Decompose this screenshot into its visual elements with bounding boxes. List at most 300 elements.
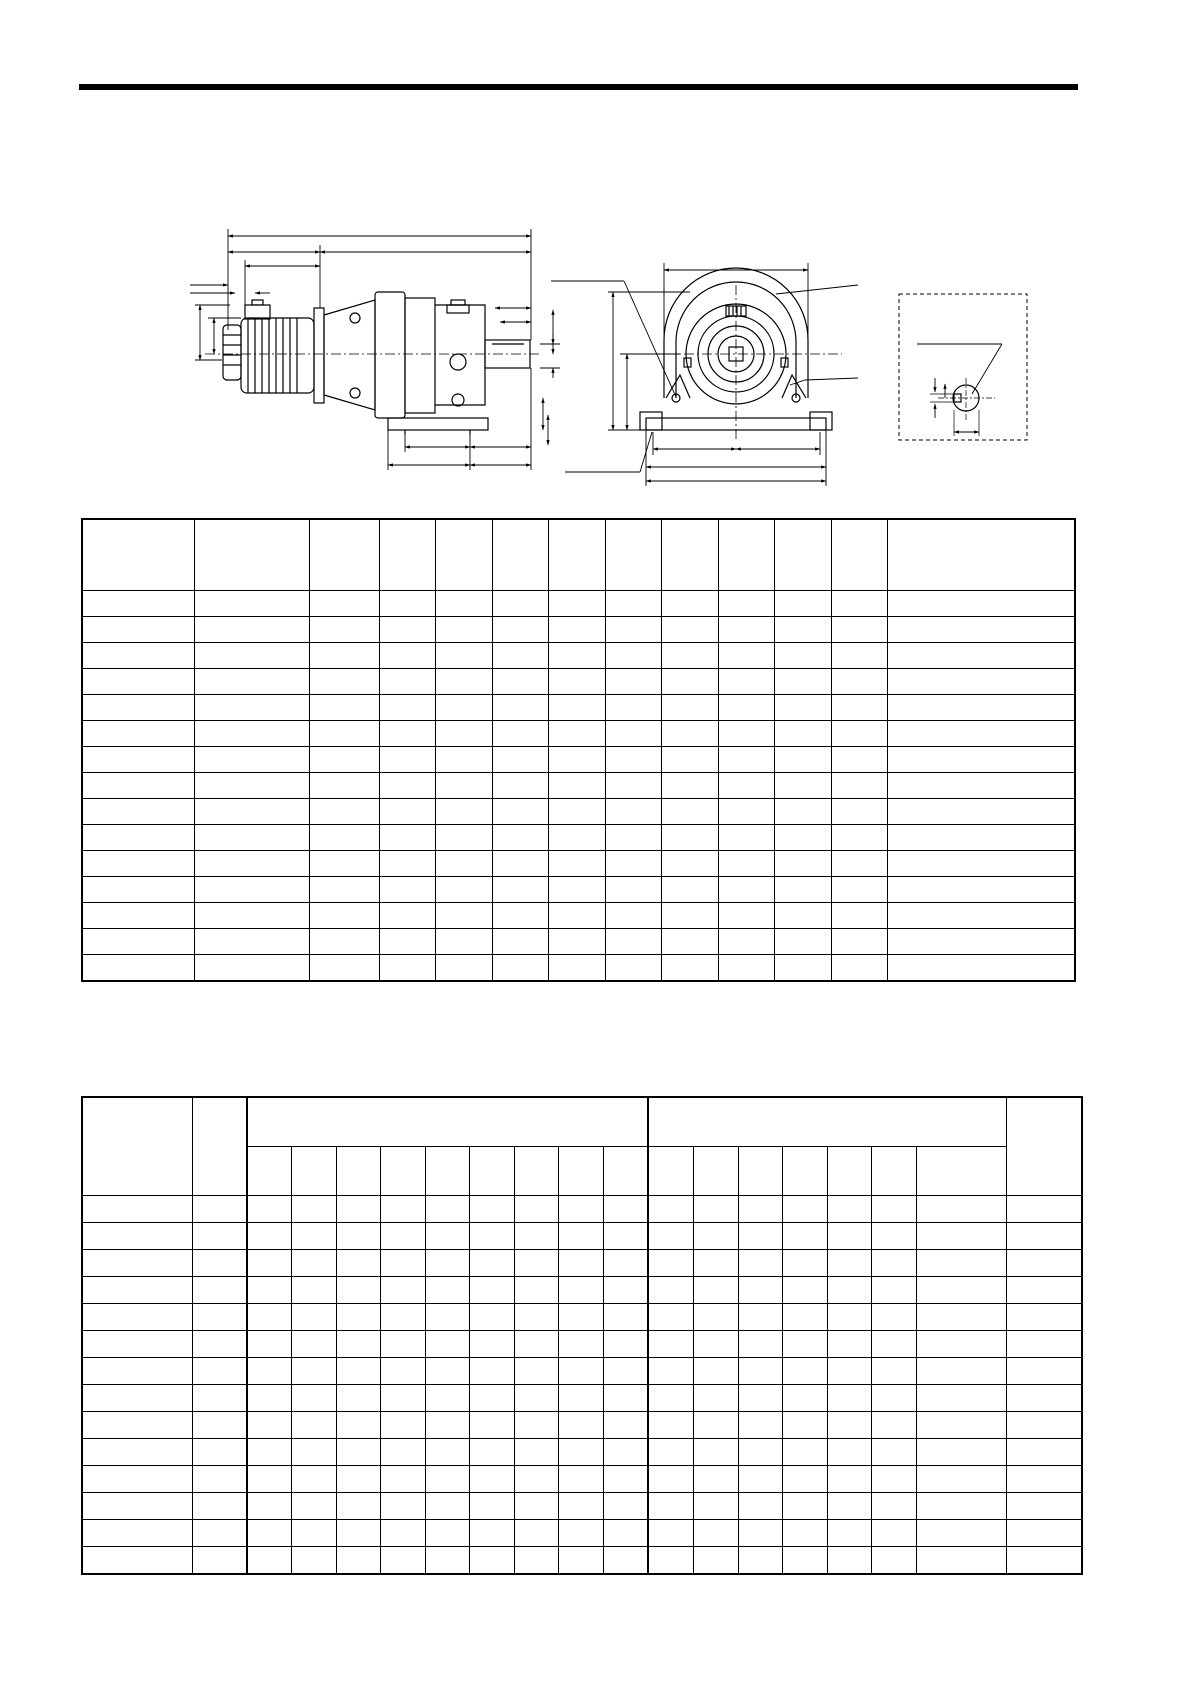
table-cell xyxy=(247,1466,291,1493)
table-cell xyxy=(827,1250,871,1277)
table-cell xyxy=(604,1304,648,1331)
table-cell xyxy=(1007,1358,1082,1385)
table-cell xyxy=(291,1277,336,1304)
table-cell xyxy=(82,643,194,669)
table-cell xyxy=(435,617,492,643)
table-cell xyxy=(774,799,831,825)
table-cell xyxy=(291,1304,336,1331)
table-cell xyxy=(1007,1520,1082,1547)
table-cell xyxy=(192,1439,247,1466)
table-cell xyxy=(426,1358,470,1385)
table-cell xyxy=(82,955,194,982)
table-cell xyxy=(693,1439,738,1466)
table-cell xyxy=(548,617,605,643)
table-cell xyxy=(831,903,887,929)
table-cell xyxy=(309,721,379,747)
table-cell xyxy=(379,877,435,903)
table-cell xyxy=(917,1412,1007,1439)
table-row xyxy=(82,1223,1082,1250)
table-cell xyxy=(693,1277,738,1304)
table-cell xyxy=(831,851,887,877)
table-cell xyxy=(194,825,309,851)
table-cell xyxy=(887,825,1075,851)
table-cell xyxy=(192,1277,247,1304)
table-cell xyxy=(379,747,435,773)
table-cell xyxy=(648,1493,693,1520)
table-cell xyxy=(774,929,831,955)
table-cell xyxy=(693,1385,738,1412)
table-cell xyxy=(605,721,661,747)
header-cell xyxy=(82,1097,192,1196)
table-cell xyxy=(605,669,661,695)
table-cell xyxy=(887,669,1075,695)
dimension-drawings xyxy=(0,0,1190,500)
table-cell xyxy=(336,1331,380,1358)
table-cell xyxy=(827,1520,871,1547)
table-cell xyxy=(648,1547,693,1575)
table-cell xyxy=(381,1223,426,1250)
header-cell xyxy=(192,1097,247,1196)
table-cell xyxy=(871,1493,916,1520)
table-cell xyxy=(515,1439,559,1466)
table-cell xyxy=(515,1304,559,1331)
table-cell xyxy=(426,1250,470,1277)
table-cell xyxy=(82,1358,192,1385)
table-cell xyxy=(693,1331,738,1358)
table-cell xyxy=(738,1277,782,1304)
table-cell xyxy=(718,643,774,669)
table-cell xyxy=(827,1547,871,1575)
table-cell xyxy=(648,1304,693,1331)
table-cell xyxy=(738,1466,782,1493)
table-cell xyxy=(827,1223,871,1250)
table-cell xyxy=(693,1493,738,1520)
table-cell xyxy=(194,695,309,721)
table-cell xyxy=(661,799,718,825)
table-cell xyxy=(648,1466,693,1493)
table-cell xyxy=(82,617,194,643)
table-cell xyxy=(917,1358,1007,1385)
table-cell xyxy=(192,1412,247,1439)
table-cell xyxy=(379,591,435,617)
table-cell xyxy=(336,1493,380,1520)
table-cell xyxy=(887,955,1075,982)
table-row xyxy=(82,799,1075,825)
table-cell xyxy=(470,1331,515,1358)
table-cell xyxy=(548,747,605,773)
header-cell xyxy=(605,519,661,591)
table-cell xyxy=(470,1196,515,1223)
table-cell xyxy=(1007,1385,1082,1412)
table-cell xyxy=(336,1520,380,1547)
table-cell xyxy=(605,591,661,617)
header-cell xyxy=(887,519,1075,591)
table-cell xyxy=(470,1385,515,1412)
table-cell xyxy=(661,903,718,929)
table-cell xyxy=(871,1385,916,1412)
table-cell xyxy=(782,1250,827,1277)
table-cell xyxy=(917,1223,1007,1250)
table-cell xyxy=(827,1439,871,1466)
table-cell xyxy=(718,669,774,695)
table-cell xyxy=(887,851,1075,877)
table-cell xyxy=(379,799,435,825)
table-row xyxy=(82,825,1075,851)
table-cell xyxy=(648,1439,693,1466)
table-cell xyxy=(693,1196,738,1223)
table-cell xyxy=(309,851,379,877)
table-row xyxy=(82,695,1075,721)
table-cell xyxy=(774,721,831,747)
table-cell xyxy=(559,1277,604,1304)
table-cell xyxy=(336,1358,380,1385)
table-cell xyxy=(381,1277,426,1304)
table-cell xyxy=(648,1412,693,1439)
table-cell xyxy=(291,1358,336,1385)
table-cell xyxy=(871,1223,916,1250)
table-cell xyxy=(192,1250,247,1277)
header-cell xyxy=(831,519,887,591)
table-cell xyxy=(381,1196,426,1223)
table-cell xyxy=(774,955,831,982)
table-cell xyxy=(291,1439,336,1466)
table-cell xyxy=(738,1331,782,1358)
table-cell xyxy=(887,799,1075,825)
table-cell xyxy=(515,1250,559,1277)
table-cell xyxy=(194,721,309,747)
table-cell xyxy=(309,617,379,643)
table-cell xyxy=(435,643,492,669)
table-cell xyxy=(435,903,492,929)
table-cell xyxy=(661,643,718,669)
table-cell xyxy=(492,721,548,747)
table-cell xyxy=(192,1466,247,1493)
table-cell xyxy=(492,591,548,617)
table-row xyxy=(82,643,1075,669)
table-cell xyxy=(718,747,774,773)
table-cell xyxy=(648,1196,693,1223)
table-cell xyxy=(82,1196,192,1223)
table-cell xyxy=(559,1223,604,1250)
table-cell xyxy=(661,773,718,799)
table-cell xyxy=(194,747,309,773)
table-cell xyxy=(887,877,1075,903)
table-cell xyxy=(887,929,1075,955)
shaft-keyway-detail xyxy=(899,294,1027,440)
table-cell xyxy=(381,1547,426,1575)
table-cell xyxy=(605,877,661,903)
table-cell xyxy=(379,669,435,695)
table-cell xyxy=(917,1493,1007,1520)
table-cell xyxy=(548,669,605,695)
table-cell xyxy=(738,1358,782,1385)
table-cell xyxy=(738,1385,782,1412)
header-cell xyxy=(871,1147,916,1196)
table-cell xyxy=(718,955,774,982)
table-cell xyxy=(831,877,887,903)
table-cell xyxy=(336,1385,380,1412)
header-cell xyxy=(693,1147,738,1196)
table-cell xyxy=(605,851,661,877)
header-group-cell xyxy=(648,1097,1007,1147)
table-cell xyxy=(1007,1493,1082,1520)
table-cell xyxy=(831,747,887,773)
table-cell xyxy=(379,825,435,851)
table-cell xyxy=(435,877,492,903)
table-cell xyxy=(661,721,718,747)
table-cell xyxy=(693,1547,738,1575)
table-cell xyxy=(492,617,548,643)
header-cell xyxy=(548,519,605,591)
table-cell xyxy=(247,1385,291,1412)
table-cell xyxy=(1007,1547,1082,1575)
table-cell xyxy=(871,1358,916,1385)
table-cell xyxy=(1007,1466,1082,1493)
table-cell xyxy=(831,669,887,695)
table-cell xyxy=(1007,1304,1082,1331)
table-header-row-1 xyxy=(82,1097,1082,1147)
table-cell xyxy=(470,1223,515,1250)
table-cell xyxy=(309,669,379,695)
table-cell xyxy=(381,1331,426,1358)
table-cell xyxy=(738,1250,782,1277)
table-row xyxy=(82,1385,1082,1412)
table-cell xyxy=(827,1466,871,1493)
table-cell xyxy=(515,1223,559,1250)
table-cell xyxy=(559,1304,604,1331)
table-cell xyxy=(291,1223,336,1250)
table-cell xyxy=(604,1223,648,1250)
table-cell xyxy=(515,1520,559,1547)
table-cell xyxy=(774,903,831,929)
table-cell xyxy=(738,1520,782,1547)
table-cell xyxy=(871,1439,916,1466)
table-cell xyxy=(470,1304,515,1331)
dimension-table-2 xyxy=(81,1096,1083,1575)
table-cell xyxy=(435,929,492,955)
header-cell xyxy=(426,1147,470,1196)
table-cell xyxy=(871,1466,916,1493)
table-cell xyxy=(309,695,379,721)
table-row xyxy=(82,591,1075,617)
table-cell xyxy=(291,1385,336,1412)
table-cell xyxy=(917,1547,1007,1575)
table-cell xyxy=(192,1520,247,1547)
table-cell xyxy=(247,1439,291,1466)
table-cell xyxy=(515,1358,559,1385)
table-cell xyxy=(309,591,379,617)
table-cell xyxy=(426,1277,470,1304)
table-cell xyxy=(381,1439,426,1466)
table-cell xyxy=(693,1250,738,1277)
header-cell xyxy=(559,1147,604,1196)
table-cell xyxy=(515,1277,559,1304)
table-cell xyxy=(426,1223,470,1250)
table-cell xyxy=(605,695,661,721)
table-cell xyxy=(492,643,548,669)
table-cell xyxy=(661,669,718,695)
table-cell xyxy=(827,1331,871,1358)
table-cell xyxy=(831,617,887,643)
table-cell xyxy=(604,1277,648,1304)
table-cell xyxy=(82,773,194,799)
table-cell xyxy=(426,1466,470,1493)
table-cell xyxy=(774,825,831,851)
table-cell xyxy=(559,1547,604,1575)
table-cell xyxy=(782,1466,827,1493)
table-cell xyxy=(887,903,1075,929)
table-cell xyxy=(661,851,718,877)
table-cell xyxy=(82,929,194,955)
table-cell xyxy=(648,1385,693,1412)
table-cell xyxy=(605,773,661,799)
table-cell xyxy=(381,1304,426,1331)
table-cell xyxy=(82,1250,192,1277)
header-cell xyxy=(247,1147,291,1196)
table-cell xyxy=(435,825,492,851)
table-cell xyxy=(831,695,887,721)
table-row xyxy=(82,669,1075,695)
table-cell xyxy=(194,877,309,903)
table-cell xyxy=(548,721,605,747)
table-cell xyxy=(718,799,774,825)
table-cell xyxy=(548,591,605,617)
table-cell xyxy=(559,1358,604,1385)
table-cell xyxy=(515,1385,559,1412)
table-cell xyxy=(291,1196,336,1223)
table-cell xyxy=(917,1196,1007,1223)
table-cell xyxy=(887,747,1075,773)
table-row xyxy=(82,903,1075,929)
table-cell xyxy=(548,851,605,877)
table-cell xyxy=(470,1250,515,1277)
table-cell xyxy=(648,1520,693,1547)
table-cell xyxy=(435,955,492,982)
table-cell xyxy=(718,877,774,903)
table-cell xyxy=(309,799,379,825)
header-cell xyxy=(515,1147,559,1196)
table-cell xyxy=(871,1520,916,1547)
table-cell xyxy=(82,1493,192,1520)
table-cell xyxy=(871,1250,916,1277)
table-cell xyxy=(381,1358,426,1385)
table-cell xyxy=(336,1250,380,1277)
table-cell xyxy=(379,851,435,877)
table-cell xyxy=(774,851,831,877)
table-cell xyxy=(782,1277,827,1304)
table-cell xyxy=(82,1412,192,1439)
table-cell xyxy=(336,1547,380,1575)
table-cell xyxy=(559,1466,604,1493)
table-cell xyxy=(194,591,309,617)
table-cell xyxy=(827,1277,871,1304)
table-cell xyxy=(718,617,774,643)
table-cell xyxy=(831,825,887,851)
table-row xyxy=(82,1358,1082,1385)
table-row xyxy=(82,955,1075,982)
table-cell xyxy=(718,695,774,721)
table-cell xyxy=(782,1223,827,1250)
table-cell xyxy=(309,643,379,669)
table-cell xyxy=(379,643,435,669)
table-cell xyxy=(605,825,661,851)
header-cell xyxy=(492,519,548,591)
table-cell xyxy=(82,695,194,721)
table-cell xyxy=(718,773,774,799)
table-cell xyxy=(247,1520,291,1547)
table-cell xyxy=(648,1223,693,1250)
table-cell xyxy=(82,591,194,617)
table-cell xyxy=(738,1547,782,1575)
table-cell xyxy=(831,799,887,825)
table-cell xyxy=(470,1466,515,1493)
table-cell xyxy=(291,1520,336,1547)
table-cell xyxy=(559,1250,604,1277)
table-cell xyxy=(831,929,887,955)
table-cell xyxy=(82,1277,192,1304)
table-cell xyxy=(738,1223,782,1250)
table-cell xyxy=(831,643,887,669)
table-cell xyxy=(827,1304,871,1331)
header-cell xyxy=(917,1147,1007,1196)
table-cell xyxy=(604,1331,648,1358)
header-cell xyxy=(379,519,435,591)
table-cell xyxy=(82,825,194,851)
table-cell xyxy=(82,669,194,695)
table-row xyxy=(82,721,1075,747)
table-cell xyxy=(693,1412,738,1439)
table-cell xyxy=(548,799,605,825)
table-cell xyxy=(291,1493,336,1520)
table-cell xyxy=(192,1331,247,1358)
header-cell xyxy=(827,1147,871,1196)
table-cell xyxy=(1007,1439,1082,1466)
header-cell xyxy=(718,519,774,591)
table-cell xyxy=(548,825,605,851)
table-cell xyxy=(782,1547,827,1575)
table-cell xyxy=(559,1331,604,1358)
table-cell xyxy=(291,1466,336,1493)
table-cell xyxy=(782,1439,827,1466)
table-cell xyxy=(336,1196,380,1223)
table-cell xyxy=(871,1277,916,1304)
table-cell xyxy=(774,591,831,617)
table-cell xyxy=(309,825,379,851)
header-cell xyxy=(604,1147,648,1196)
table-cell xyxy=(827,1412,871,1439)
table-cell xyxy=(548,643,605,669)
table-cell xyxy=(661,695,718,721)
table-cell xyxy=(827,1196,871,1223)
table-cell xyxy=(492,799,548,825)
table-cell xyxy=(247,1304,291,1331)
table-cell xyxy=(82,1331,192,1358)
table-cell xyxy=(309,903,379,929)
table-cell xyxy=(548,955,605,982)
table-cell xyxy=(718,825,774,851)
table-cell xyxy=(871,1412,916,1439)
table-cell xyxy=(309,747,379,773)
table-cell xyxy=(381,1385,426,1412)
table-cell xyxy=(82,799,194,825)
table-cell xyxy=(661,617,718,643)
table-cell xyxy=(515,1547,559,1575)
table-row xyxy=(82,1439,1082,1466)
table-cell xyxy=(492,851,548,877)
table-cell xyxy=(604,1385,648,1412)
table-cell xyxy=(82,1520,192,1547)
table-cell xyxy=(738,1412,782,1439)
